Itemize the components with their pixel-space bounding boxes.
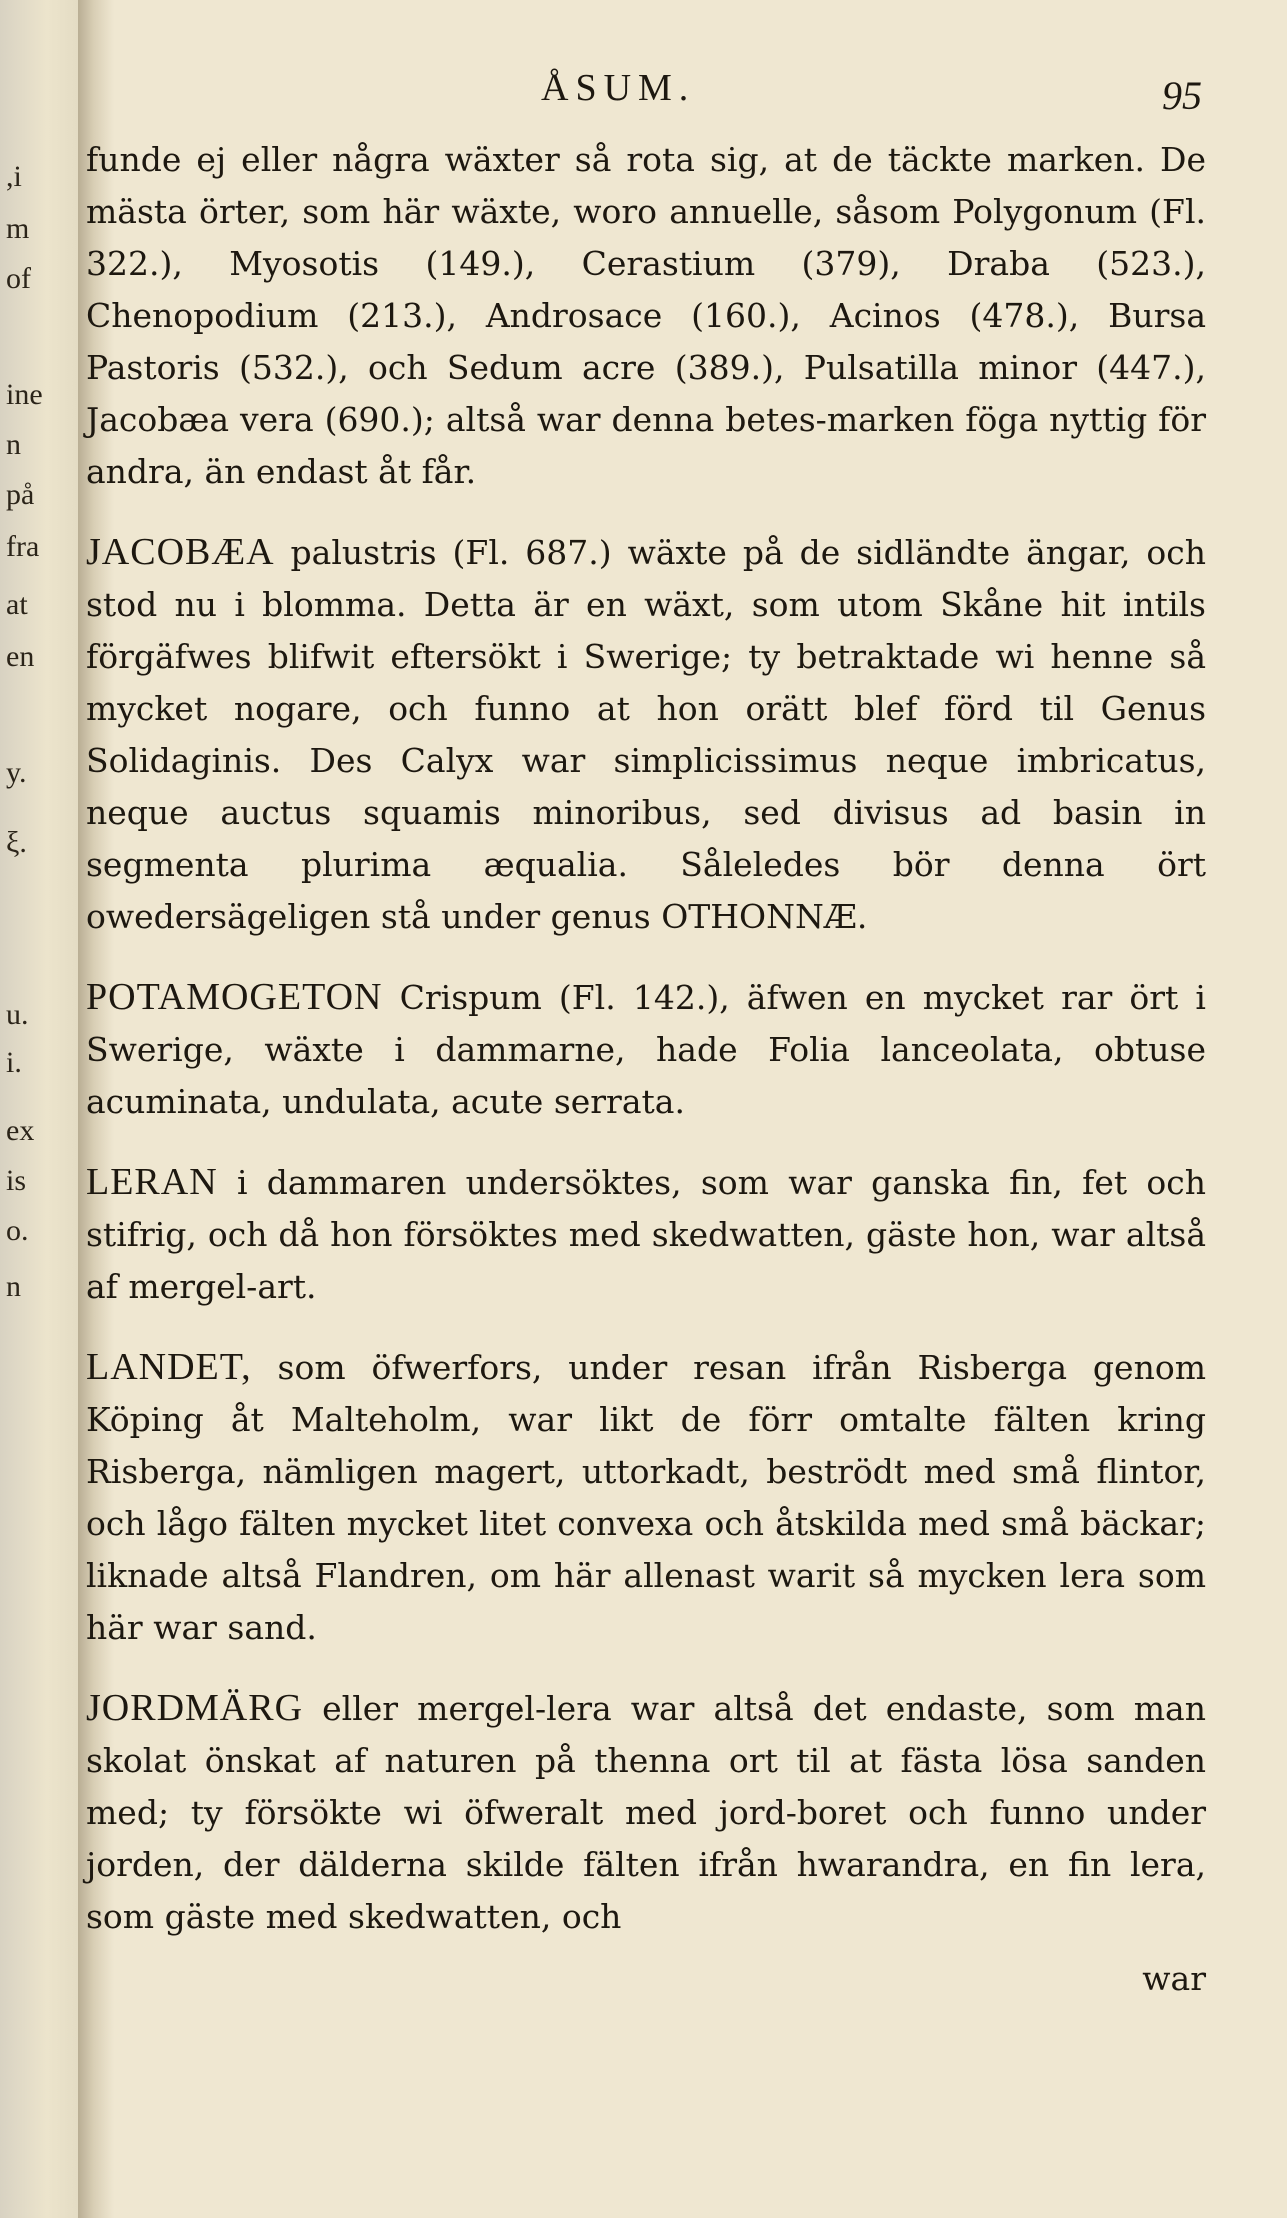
- page-header: [86, 60, 1206, 120]
- facing-fragment: ξ.: [6, 826, 27, 859]
- facing-fragment: ,i: [6, 160, 22, 193]
- paragraph-lemma: LERAN: [86, 1161, 218, 1203]
- paragraph-text: Crispum (Fl. 142.), äfwen en mycket rar ört i Swerige, wäxte i dammarne, hade Folia lanceolata, obtuse acuminata, undulata, acute serrata.: [86, 978, 1206, 1121]
- paragraph-grazing-land: [86, 134, 1206, 498]
- facing-page-fragments: [0, 0, 70, 2218]
- paragraph-jordmarg: [86, 1682, 1206, 1943]
- facing-fragment: fra: [6, 530, 40, 563]
- paragraph-lemma: LANDET,: [86, 1346, 252, 1388]
- catchword: war: [1142, 1959, 1206, 1998]
- facing-fragment: ine: [6, 378, 43, 411]
- facing-fragment: of: [6, 262, 31, 295]
- paragraph-text: i dammaren undersöktes, som war ganska fin, fet och stifrig, och då hon försöktes med skedwatten, gäste hon, war altså af mergel-art.: [86, 1163, 1206, 1306]
- facing-fragment: u.: [6, 998, 29, 1031]
- facing-fragment: at: [6, 588, 28, 621]
- paragraph-text: eller mergel-lera war altså det endaste, som man skolat önskat af naturen på thenna ort til at fästa lösa sanden med; ty försökte wi öfweralt med jord-boret och funno under jorden, der dälderna skilde fälten ifrån hwarandra, en fin lera, som gäste med skedwatten, och: [86, 1689, 1206, 1936]
- facing-fragment: n: [6, 1270, 21, 1303]
- paragraph-jacobaea: [86, 526, 1206, 943]
- paragraph-text: funde ej eller några wäxter så rota sig, at de täckte marken. De mästa örter, som här wäxte, woro annuelle, såsom Polygonum (Fl. 322.), Myosotis (149.), Cerastium (379), Draba (523.), Chenopodium (213.), Androsace (160.), Acinos (478.), Bursa Pastoris (532.), och Sedum acre (389.), Pulsatilla minor (447.), Jacobæa vera (690.); altså war denna betes-marken föga nyttig för andra, än endast åt får.: [86, 140, 1206, 491]
- printed-page: [86, 60, 1206, 2005]
- facing-fragment: y.: [6, 756, 27, 789]
- paragraph-potamogeton: [86, 971, 1206, 1128]
- facing-fragment: på: [6, 478, 35, 511]
- paragraph-leran: [86, 1156, 1206, 1313]
- facing-fragment: is: [6, 1164, 27, 1197]
- paragraph-text: som öfwerfors, under resan ifrån Risberga genom Köping åt Malteholm, war likt de förr omtalte fälten kring Risberga, nämligen magert, uttorkadt, beströdt med små flintor, och lågo fälten mycket litet convexa och åtskilda med små bäckar; liknade altså Flandren, om här allenast warit så mycken lera som här war sand.: [86, 1348, 1206, 1647]
- paragraph-lemma: JORDMÄRG: [86, 1687, 304, 1729]
- paragraph-lemma: POTAMOGETON: [86, 976, 383, 1018]
- page-number: 95: [1162, 73, 1202, 118]
- facing-fragment: ex: [6, 1114, 35, 1147]
- body-text: [86, 134, 1206, 2005]
- facing-fragment: en: [6, 640, 35, 673]
- paragraph-landet: [86, 1341, 1206, 1654]
- facing-fragment: n: [6, 428, 21, 461]
- paragraph-lemma: JACOBÆA: [86, 531, 275, 573]
- facing-fragment: o.: [6, 1214, 29, 1247]
- facing-fragment: m: [6, 212, 30, 245]
- running-title: ÅSUM.: [541, 67, 696, 109]
- facing-fragment: i.: [6, 1046, 22, 1079]
- paragraph-text: palustris (Fl. 687.) wäxte på de sidländte ängar, och stod nu i blomma. Detta är en wäxt, som utom Skåne hit intils förgäfwes blifwit eftersökt i Swerige; ty betraktade wi henne så mycket nogare, och funno at hon orätt blef förd til Genus Solidaginis. Des Calyx war simplicissimus neque imbricatus, neque auctus squamis minoribus, sed divisus ad basin in segmenta plurima æqualia. Såleledes bör denna ört owedersägeligen stå under genus OTHONNÆ.: [86, 533, 1206, 936]
